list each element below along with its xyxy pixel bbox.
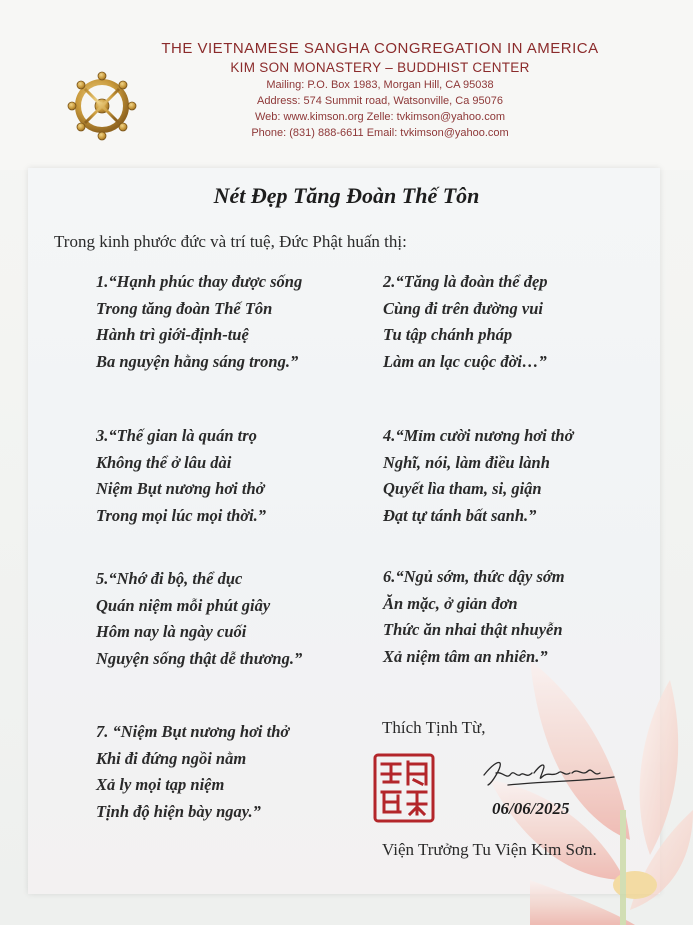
signature-date: 06/06/2025 xyxy=(492,799,570,818)
handwritten-signature xyxy=(478,755,618,791)
stanza-line: Xả niệm tâm an nhiên.” xyxy=(383,646,548,666)
stanza-line: Làm an lạc cuộc đời…” xyxy=(383,351,547,371)
intro-line: Trong kinh phước đức và trí tuệ, Đức Phật huấn thị: xyxy=(54,232,407,251)
stanza-line: Hôm nay là ngày cuối xyxy=(96,622,247,641)
stanza-5 xyxy=(96,566,302,672)
signer-title: Viện Trưởng Tu Viện Kim Sơn. xyxy=(382,840,597,859)
dharma-wheel-icon xyxy=(66,70,138,142)
stanza-line: Trong tăng đoàn Thế Tôn xyxy=(96,298,273,318)
stanza-line: Tịnh độ hiện bày ngay.” xyxy=(96,801,261,821)
stanza-line: 3.“Thế gian là quán trọ xyxy=(96,426,257,445)
letterhead xyxy=(150,40,610,139)
stanza-line: 4.“Mỉm cười nương hơi thở xyxy=(383,426,574,445)
stanza-3 xyxy=(96,423,266,529)
stanza-line: Khi đi đứng ngồi nằm xyxy=(96,748,247,768)
page-title: Nét Đẹp Tăng Đoàn Thế Tôn xyxy=(213,183,480,208)
stanza-6 xyxy=(383,564,565,670)
monastery-name: KIM SON MONASTERY – BUDDHIST CENTER xyxy=(230,60,530,75)
stanza-line: Hành trì giới-định-tuệ xyxy=(96,325,249,344)
stanza-line: Xả ly mọi tạp niệm xyxy=(96,775,225,794)
stanza-line: 5.“Nhớ đi bộ, thể dục xyxy=(96,569,243,588)
stanza-line: Trong mọi lúc mọi thời.” xyxy=(96,505,267,525)
org-name: THE VIETNAMESE SANGHA CONGREGATION IN AMERICA xyxy=(161,40,599,57)
stanza-line: 1.“Hạnh phúc thay được sống xyxy=(96,272,303,291)
stanza-line: Nghĩ, nói, làm điều lành xyxy=(383,452,550,472)
stanza-line: Cùng đi trên đường vui xyxy=(383,298,543,318)
stanza-1 xyxy=(96,269,302,375)
stanza-4 xyxy=(383,423,573,529)
stanza-line: Không thể ở lâu dài xyxy=(96,452,232,472)
phone-contact: Phone: (831) 888-6611 Email: tvkimson@yahoo.com xyxy=(251,127,509,139)
stanza-line: Đạt tự tánh bất sanh.” xyxy=(383,505,537,525)
street-address: Address: 574 Summit road, Watsonville, Ca 95076 xyxy=(257,95,503,107)
stanza-2 xyxy=(383,269,548,375)
signer-name: Thích Tịnh Từ, xyxy=(382,718,486,737)
stanza-line: 6.“Ngủ sớm, thức dậy sớm xyxy=(383,567,565,586)
mailing-address: Mailing: P.O. Box 1983, Morgan Hill, CA 95038 xyxy=(266,79,494,91)
stanza-line: Quán niệm mỗi phút giây xyxy=(96,595,271,615)
stanza-line: Ba nguyện hằng sáng trong.” xyxy=(96,351,299,371)
stanza-line: 2.“Tăng là đoàn thể đẹp xyxy=(383,272,548,291)
stanza-line: Niệm Bụt nương hơi thở xyxy=(96,479,265,498)
stanza-7 xyxy=(96,719,289,825)
seal-stamp-icon xyxy=(372,752,436,824)
stanza-line: Ăn mặc, ở giản đơn xyxy=(383,593,518,613)
stanza-line: Quyết lìa tham, si, giận xyxy=(383,479,542,498)
web-contact: Web: www.kimson.org Zelle: tvkimson@yahoo.com xyxy=(255,111,505,123)
stanza-line: 7. “Niệm Bụt nương hơi thở xyxy=(96,722,290,741)
stanza-line: Thức ăn nhai thật nhuyễn xyxy=(383,620,563,639)
stanza-line: Tu tập chánh pháp xyxy=(383,325,513,344)
stanza-line: Nguyện sống thật dễ thương.” xyxy=(96,648,303,668)
